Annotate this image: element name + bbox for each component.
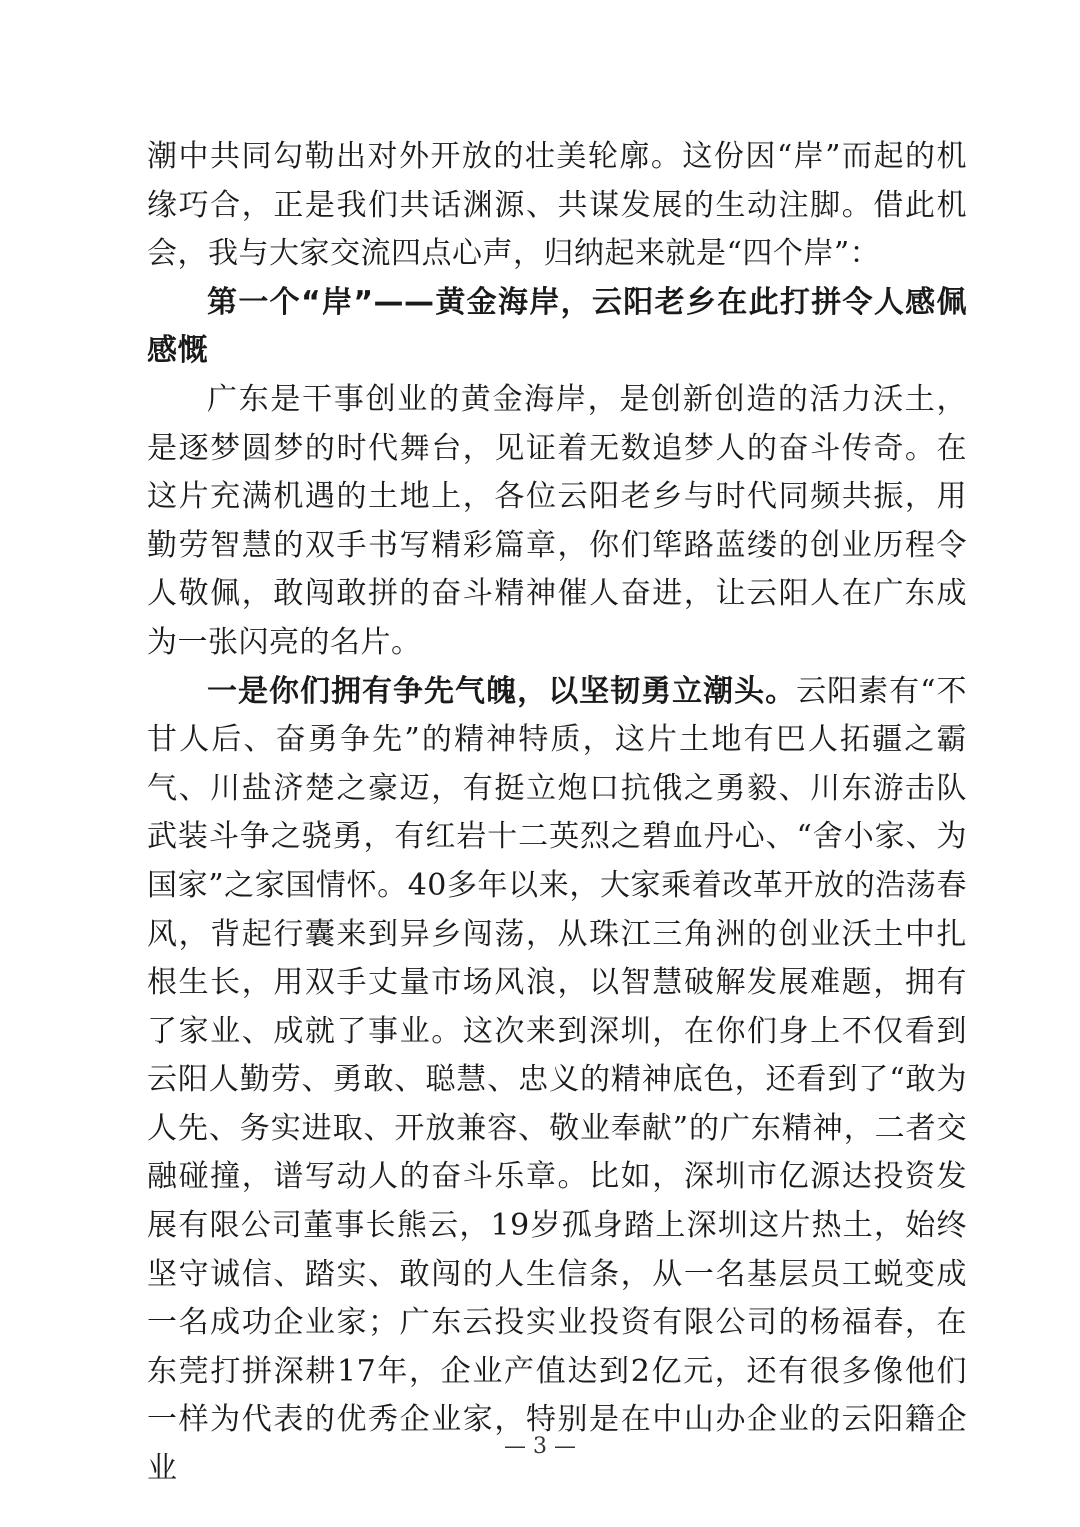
- section-heading: 第一个“岸”——黄金海岸，云阳老乡在此打拼令人感佩感慨: [147, 284, 967, 369]
- body-text: [147, 133, 967, 1494]
- point-one-lead: 一是你们拥有争先气魄，以坚韧勇立潮头。: [207, 673, 797, 709]
- point-one-body: 云阳素有“不甘人后、奋勇争先”的精神特质，这片土地有巴人拓疆之霸气、川盐济楚之豪迈，有挺立炮口抗俄之勇毅、川东游击队武装斗争之骁勇，有红岩十二英烈之碧血丹心、“舍小家、为国家”之家国情怀。40多年以来，大家乘着改革开放的浩荡春风，背起行囊来到异乡闯荡，从珠江三角洲的创业沃土中扎根生长，用双手丈量市场风浪，以智慧破解发展难题，拥有了家业、成就了事业。这次来到深圳，在你们身上不仅看到云阳人勤劳、勇敢、聪慧、忠义的精神底色，还看到了“敢为人先、务实进取、开放兼容、敬业奉献”的广东精神，二者交融碰撞，谱写动人的奋斗乐章。比如，深圳市亿源达投资发展有限公司董事长熊云，19岁孤身踏上深圳这片热土，始终坚守诚信、踏实、敢闯的人生信条，从一名基层员工蜕变成一名成功企业家；广东云投实业投资有限公司的杨福春，在东莞打拼深耕17年，企业产值达到2亿元，还有很多像他们一样为代表的优秀企业家，特别是在中山办企业的云阳籍企业: [147, 673, 967, 1487]
- page-number: — 3 —: [504, 1434, 576, 1459]
- paragraph-guangdong: 广东是干事创业的黄金海岸，是创新创造的活力沃土，是逐梦圆梦的时代舞台，见证着无数追梦人的奋斗传奇。在这片充满机遇的土地上，各位云阳老乡与时代同频共振，用勤劳智慧的双手书写精彩篇章，你们筚路蓝缕的创业历程令人敬佩，敢闯敢拼的奋斗精神催人奋进，让云阳人在广东成为一张闪亮的名片。: [147, 381, 967, 660]
- paragraph-intro: 潮中共同勾勒出对外开放的壮美轮廓。这份因“岸”而起的机缘巧合，正是我们共话渊源、共谋发展的生动注脚。借此机会，我与大家交流四点心声，归纳起来就是“四个岸”：: [147, 139, 967, 272]
- paragraph-point-one: [147, 668, 967, 1494]
